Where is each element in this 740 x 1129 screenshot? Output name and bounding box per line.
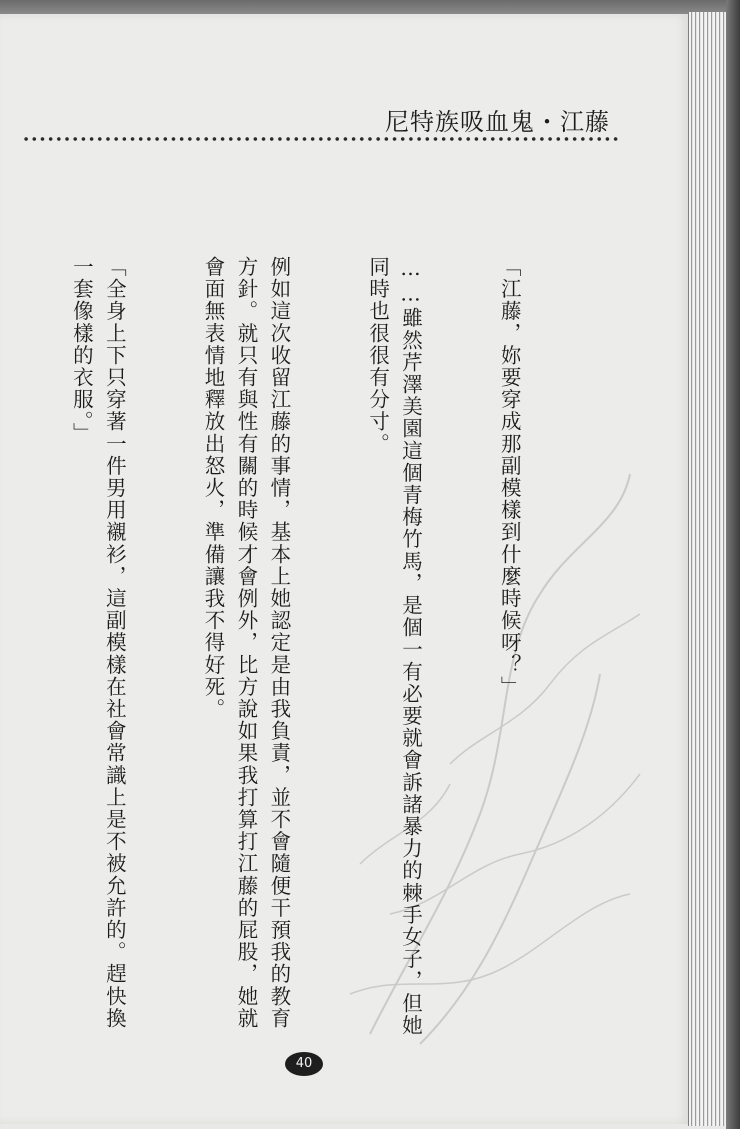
dotted-rule — [22, 136, 620, 142]
page-sheet — [0, 14, 690, 1124]
page-number: 40 — [285, 1052, 323, 1076]
paragraph: 「江藤，妳要穿成那副模樣到什麼時候呀？」 — [497, 256, 522, 698]
paragraph: ……雖然芹澤美園這個青梅竹馬，是個一有必要就會訴諸暴力的棘手女子，但她同時也很很有分寸。 — [365, 256, 423, 1037]
running-header: 尼特族吸血鬼・江藤 — [385, 108, 610, 136]
paragraph: 「全身上下只穿著一件男用襯衫，這副模樣在社會常識上是不被允許的。趕快換一套像樣的衣服。」 — [69, 256, 127, 1030]
book-edge-shadow — [726, 0, 740, 1129]
body-text — [36, 256, 591, 1046]
paragraph: 例如這次收留江藤的事情，基本上她認定是由我負責，並不會隨便干預我的教育方針。就只有與性有關的時候才會例外，比方說如果我打算打江藤的屁股，她就會面無表情地釋放出怒火，準備讓我不得好死。 — [201, 256, 291, 1030]
